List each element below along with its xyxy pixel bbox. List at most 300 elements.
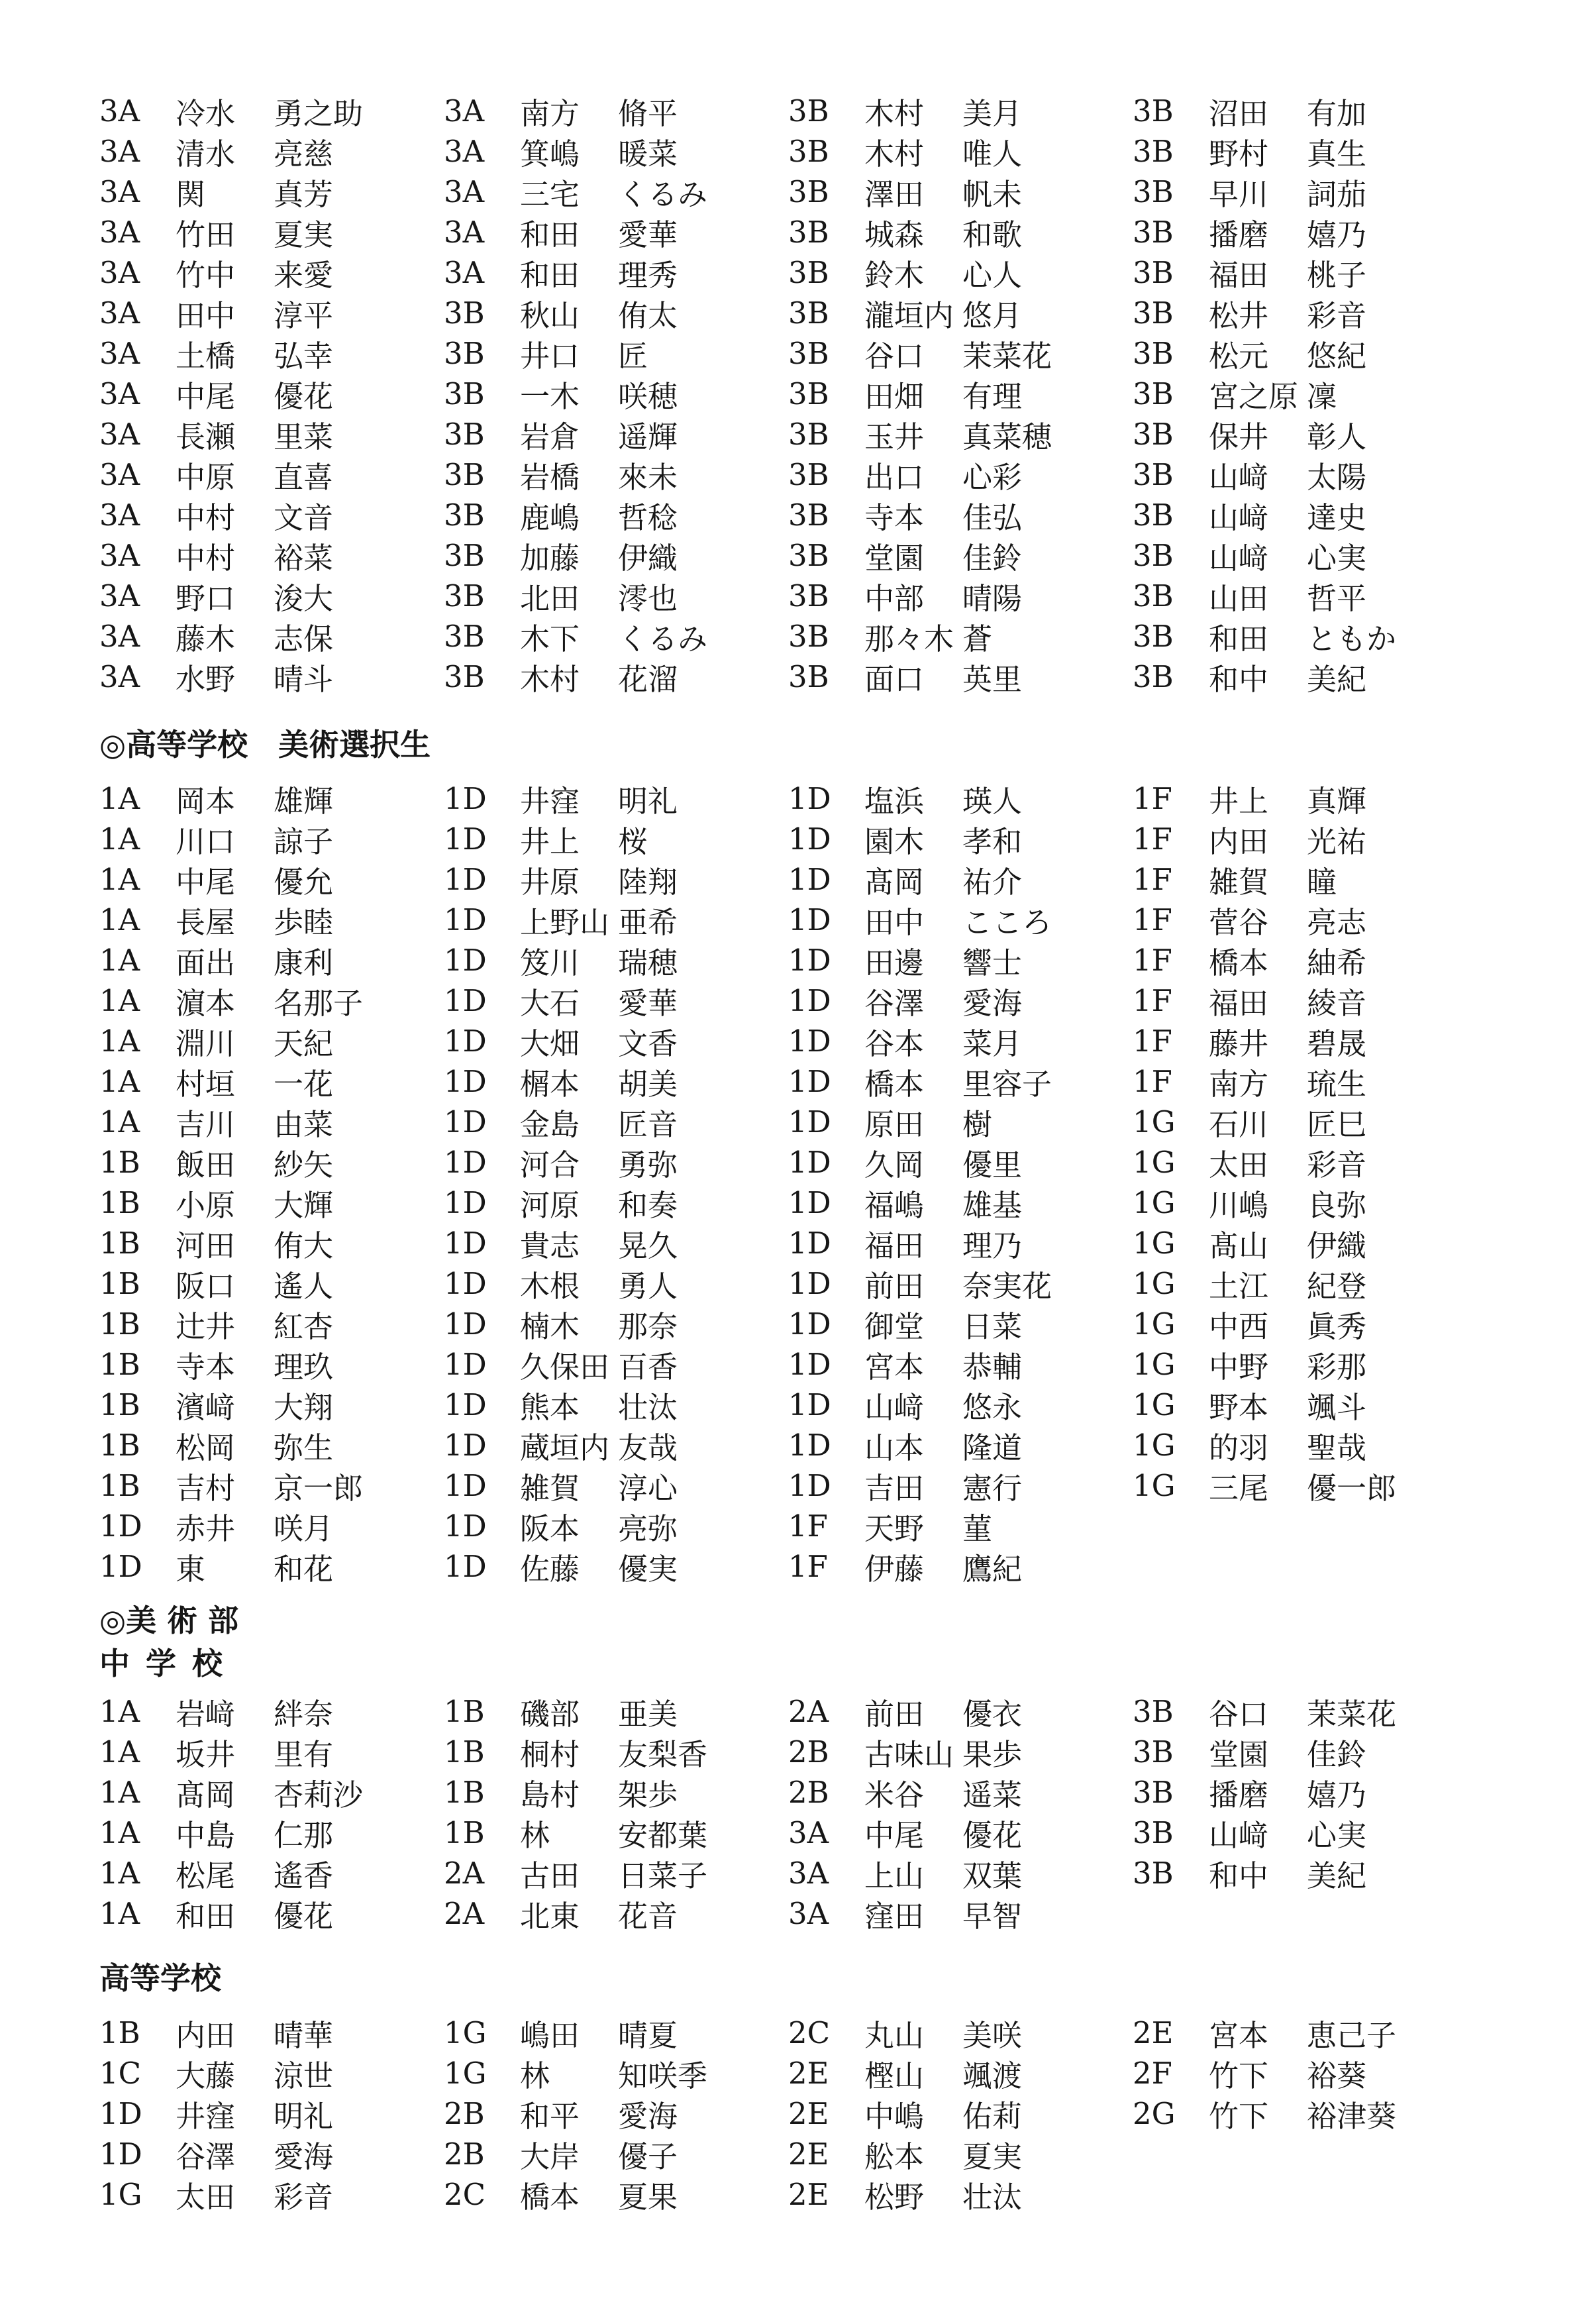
list-item (444, 2134, 788, 2174)
list-item (788, 91, 1133, 131)
given-name: 晴斗 (274, 662, 334, 697)
list-item (788, 1021, 1133, 1061)
class-label: 1A (99, 983, 140, 1018)
class-label: 2A (788, 1694, 829, 1729)
roster-column (444, 91, 788, 697)
surname: 辻井 (176, 1309, 236, 1344)
given-name: 隆道 (962, 1430, 1023, 1465)
surname: 樫山 (864, 2058, 925, 2093)
surname: 金島 (520, 1107, 580, 1142)
surname: 中部 (864, 581, 925, 616)
given-name: 咲月 (274, 1511, 334, 1546)
given-name: 弥生 (274, 1430, 334, 1465)
given-name: 里菜 (274, 419, 334, 454)
given-name: 晴華 (274, 2018, 334, 2053)
class-label: 1D (788, 902, 831, 937)
list-item (788, 1102, 1133, 1142)
given-name: 茉菜花 (962, 339, 1052, 374)
list-item (99, 1813, 444, 1853)
given-name: 晴夏 (618, 2018, 678, 2053)
given-name: 伊織 (618, 541, 678, 576)
list-item (99, 333, 444, 374)
given-name: 夏実 (962, 2139, 1023, 2174)
list-item (444, 333, 788, 374)
given-name: 天紀 (274, 1026, 334, 1061)
given-name: 良弥 (1307, 1188, 1367, 1223)
list-item (788, 1772, 1133, 1813)
list-item (444, 1425, 788, 1465)
class-label: 2B (444, 2137, 485, 2172)
surname: 松井 (1209, 298, 1269, 333)
class-label: 1G (1133, 1266, 1176, 1301)
roster-section-1 (99, 91, 1530, 697)
surname: 宮本 (1209, 2018, 1269, 2053)
list-item (788, 2093, 1133, 2134)
roster-column (1133, 778, 1477, 1587)
surname: 河原 (520, 1188, 580, 1223)
given-name: 伊織 (1307, 1228, 1367, 1263)
class-label: 3B (1133, 457, 1174, 492)
list-item (788, 1732, 1133, 1772)
class-label: 1D (788, 821, 831, 857)
surname: 木村 (520, 662, 580, 697)
roster-column (788, 1691, 1133, 1934)
class-label: 3B (444, 417, 485, 452)
surname: 蔵垣内 (520, 1430, 610, 1465)
surname: 田畑 (864, 379, 925, 414)
class-label: 1D (444, 1266, 487, 1301)
class-label: 3A (99, 174, 140, 209)
class-label: 2F (1133, 2056, 1172, 2091)
class-label: 3A (99, 134, 140, 169)
given-name: 文音 (274, 500, 334, 535)
surname: 東 (176, 1552, 206, 1587)
given-name: 淳平 (274, 298, 334, 333)
list-item (444, 1304, 788, 1344)
given-name: 歩睦 (274, 905, 334, 940)
given-name: 心実 (1307, 541, 1367, 576)
class-label: 3B (1133, 215, 1174, 250)
given-name: 鷹紀 (962, 1552, 1023, 1587)
class-label: 3B (1133, 1815, 1174, 1850)
given-name: 瞳 (1307, 865, 1337, 900)
list-item (1133, 2013, 1477, 2053)
class-label: 1G (1133, 1226, 1176, 1261)
given-name: 仁那 (274, 1818, 334, 1853)
class-label: 3B (444, 376, 485, 411)
given-name: 理秀 (618, 258, 678, 293)
class-label: 1D (788, 1024, 831, 1059)
list-item (788, 374, 1133, 414)
class-label: 1F (1133, 781, 1172, 816)
roster-column (99, 778, 444, 1587)
given-name: 瑛人 (962, 784, 1023, 819)
class-label: 1F (788, 1549, 828, 1584)
class-label: 3A (99, 538, 140, 573)
list-item (99, 1263, 444, 1304)
list-item (444, 293, 788, 333)
given-name: 百香 (618, 1349, 678, 1385)
class-label: 3A (788, 1856, 829, 1891)
class-label: 1D (444, 781, 487, 816)
class-label: 3B (788, 578, 829, 613)
surname: 内田 (176, 2018, 236, 2053)
given-name: 真輝 (1307, 784, 1367, 819)
class-label: 1F (788, 1508, 828, 1544)
given-name: 暖菜 (618, 136, 678, 172)
list-item (1133, 1813, 1477, 1853)
roster-column (788, 778, 1133, 1587)
class-label: 1B (99, 1145, 140, 1180)
list-item (99, 1732, 444, 1772)
class-label: 3A (99, 376, 140, 411)
list-item (444, 1772, 788, 1813)
given-name: 壮汰 (618, 1390, 678, 1425)
class-label: 1G (1133, 1145, 1176, 1180)
class-label: 1A (99, 902, 140, 937)
given-name: 彩那 (1307, 1349, 1367, 1385)
surname: 塩浜 (864, 784, 925, 819)
surname: 田中 (864, 905, 925, 940)
class-label: 1D (444, 1104, 487, 1139)
list-item (788, 2013, 1133, 2053)
surname: 谷口 (864, 339, 925, 374)
list-item (444, 495, 788, 535)
roster-column (1133, 91, 1477, 697)
given-name: 帆未 (962, 177, 1023, 212)
surname: 米谷 (864, 1777, 925, 1813)
list-item (444, 172, 788, 212)
list-item (444, 859, 788, 900)
given-name: 遙人 (274, 1269, 334, 1304)
list-item (788, 778, 1133, 819)
given-name: 茉菜花 (1307, 1697, 1397, 1732)
class-label: 3A (99, 215, 140, 250)
class-label: 1B (99, 2015, 140, 2050)
surname: 村垣 (176, 1067, 236, 1102)
surname: 林 (520, 1818, 550, 1853)
class-label: 1D (444, 862, 487, 897)
surname: 関 (176, 177, 206, 212)
list-item (99, 900, 444, 940)
given-name: 雄基 (962, 1188, 1023, 1223)
surname: 木根 (520, 1269, 580, 1304)
list-item (788, 1061, 1133, 1102)
list-item (788, 1853, 1133, 1893)
list-item (444, 374, 788, 414)
class-label: 3A (99, 295, 140, 331)
class-label: 1D (788, 943, 831, 978)
class-label: 3B (1133, 417, 1174, 452)
list-item (99, 859, 444, 900)
class-label: 3B (444, 659, 485, 694)
surname: 嶋田 (520, 2018, 580, 2053)
surname: 播磨 (1209, 217, 1269, 252)
surname: 寺本 (864, 500, 925, 535)
surname: 土江 (1209, 1269, 1269, 1304)
class-label: 1C (99, 2056, 142, 2091)
surname: 和田 (176, 1899, 236, 1934)
class-label: 2E (788, 2096, 829, 2131)
given-name: 彩音 (1307, 298, 1367, 333)
surname: 松元 (1209, 339, 1269, 374)
list-item (99, 1021, 444, 1061)
given-name: 志保 (274, 621, 334, 657)
surname: 岩橋 (520, 460, 580, 495)
list-item (788, 1223, 1133, 1263)
given-name: 来愛 (274, 258, 334, 293)
given-name: 颯斗 (1307, 1390, 1367, 1425)
given-name: 愛華 (618, 217, 678, 252)
given-name: 胡美 (618, 1067, 678, 1102)
surname: 桐村 (520, 1737, 580, 1772)
class-label: 3B (444, 619, 485, 654)
class-label: 1A (99, 862, 140, 897)
list-item (444, 2093, 788, 2134)
given-name: 遥菜 (962, 1777, 1023, 1813)
class-label: 1D (788, 781, 831, 816)
class-label: 3A (444, 134, 485, 169)
given-name: 夏果 (618, 2180, 678, 2215)
class-label: 1B (99, 1266, 140, 1301)
surname: 岡本 (176, 784, 236, 819)
class-label: 1D (444, 983, 487, 1018)
surname: 坂井 (176, 1737, 236, 1772)
list-item (788, 212, 1133, 252)
list-item (444, 1183, 788, 1223)
list-item (788, 1465, 1133, 1506)
surname: 南方 (520, 96, 580, 131)
list-item (788, 414, 1133, 454)
list-item (1133, 1344, 1477, 1385)
given-name: 諒子 (274, 824, 334, 859)
list-item (444, 1691, 788, 1732)
list-item (788, 1263, 1133, 1304)
class-label: 1D (788, 1306, 831, 1342)
surname: 貴志 (520, 1228, 580, 1263)
given-name: 亮慈 (274, 136, 334, 172)
class-label: 1D (788, 1185, 831, 1220)
list-item (1133, 374, 1477, 414)
given-name: 太陽 (1307, 460, 1367, 495)
list-item (99, 1304, 444, 1344)
list-item (99, 495, 444, 535)
given-name: 真菜穂 (962, 419, 1052, 454)
surname: 太田 (1209, 1147, 1269, 1183)
given-name: 裕菜 (274, 541, 334, 576)
surname: 髙山 (1209, 1228, 1269, 1263)
list-item (99, 2053, 444, 2093)
list-item (99, 1142, 444, 1183)
given-name: 由菜 (274, 1107, 334, 1142)
surname: 福田 (1209, 258, 1269, 293)
given-name: 奈実花 (962, 1269, 1052, 1304)
given-name: 知咲季 (618, 2058, 708, 2093)
list-item (99, 1546, 444, 1587)
given-name: くるみ (618, 621, 708, 657)
given-name: 花溜 (618, 662, 678, 697)
list-item (444, 414, 788, 454)
surname: 橋本 (864, 1067, 925, 1102)
class-label: 1F (1133, 902, 1172, 937)
given-name: 友哉 (618, 1430, 678, 1465)
class-label: 3A (444, 215, 485, 250)
list-item (99, 374, 444, 414)
list-item (99, 414, 444, 454)
surname: 吉田 (864, 1471, 925, 1506)
given-name: 有加 (1307, 96, 1367, 131)
given-name: 日菜 (962, 1309, 1023, 1344)
class-label: 1D (788, 1145, 831, 1180)
class-label: 1D (788, 1347, 831, 1382)
class-label: 1D (444, 902, 487, 937)
list-item (1133, 1021, 1477, 1061)
surname: 一木 (520, 379, 580, 414)
surname: 川口 (176, 824, 236, 859)
list-item (99, 1691, 444, 1732)
given-name: 詞茄 (1307, 177, 1367, 212)
class-label: 1A (99, 1815, 140, 1850)
roster-column (1133, 2013, 1477, 2215)
given-name: 彩音 (274, 2180, 334, 2215)
surname: 窪田 (864, 1899, 925, 1934)
list-item (99, 819, 444, 859)
roster-column (1133, 1691, 1477, 1934)
class-label: 1A (99, 1064, 140, 1099)
class-label: 3B (1133, 659, 1174, 694)
given-name: 名那子 (274, 986, 364, 1021)
given-name: 嬉乃 (1307, 217, 1367, 252)
list-item (1133, 657, 1477, 697)
surname: 濵本 (176, 986, 236, 1021)
given-name: 侑太 (618, 298, 678, 333)
list-item (1133, 91, 1477, 131)
class-label: 3B (788, 215, 829, 250)
list-item (1133, 1263, 1477, 1304)
class-label: 3B (788, 376, 829, 411)
list-item (444, 1853, 788, 1893)
surname: 木下 (520, 621, 580, 657)
roster-grid (99, 778, 1530, 1587)
list-item (1133, 1102, 1477, 1142)
surname: 中村 (176, 500, 236, 535)
class-label: 1G (1133, 1428, 1176, 1463)
given-name: 來未 (618, 460, 678, 495)
list-item (444, 2174, 788, 2215)
given-name: 樹 (962, 1107, 993, 1142)
class-label: 1A (99, 781, 140, 816)
class-label: 2A (444, 1856, 485, 1891)
list-item (99, 616, 444, 657)
roster-column (788, 2013, 1133, 2215)
class-label: 1A (99, 1024, 140, 1059)
class-label: 3B (1133, 255, 1174, 290)
surname: 出口 (864, 460, 925, 495)
surname: 天野 (864, 1511, 925, 1546)
surname: 岩倉 (520, 419, 580, 454)
surname: 中尾 (176, 865, 236, 900)
class-label: 3B (1133, 1775, 1174, 1810)
given-name: 菫 (962, 1511, 993, 1546)
class-label: 2E (788, 2177, 829, 2212)
list-item (99, 1506, 444, 1546)
class-label: 1D (99, 1508, 142, 1544)
class-label: 3B (1133, 498, 1174, 533)
surname: 大石 (520, 986, 580, 1021)
list-item (444, 91, 788, 131)
list-item (788, 657, 1133, 697)
surname: 井窪 (520, 784, 580, 819)
given-name: 恵己子 (1307, 2018, 1397, 2053)
list-item (788, 535, 1133, 576)
surname: 笈川 (520, 945, 580, 980)
list-item (99, 1465, 444, 1506)
class-label: 1D (444, 1024, 487, 1059)
given-name: 美咲 (962, 2018, 1023, 2053)
roster-grid (99, 2013, 1530, 2215)
given-name: 亜希 (618, 905, 678, 940)
surname: 谷澤 (176, 2139, 236, 2174)
surname: 雑賀 (1209, 865, 1269, 900)
surname: 和平 (520, 2099, 580, 2134)
surname: 澤田 (864, 177, 925, 212)
given-name: 直喜 (274, 460, 334, 495)
class-label: 1D (444, 1145, 487, 1180)
surname: 清水 (176, 136, 236, 172)
given-name: 理乃 (962, 1228, 1023, 1263)
list-item (444, 131, 788, 172)
class-label: 3A (99, 93, 140, 129)
given-name: 花音 (618, 1899, 678, 1934)
class-label: 3B (788, 619, 829, 654)
list-item (99, 535, 444, 576)
class-label: 1B (444, 1734, 485, 1769)
given-name: 和奏 (618, 1188, 678, 1223)
given-name: 佳鈴 (962, 541, 1023, 576)
list-item (1133, 454, 1477, 495)
class-label: 1D (788, 983, 831, 1018)
surname: 箕嶋 (520, 136, 580, 172)
list-item (444, 940, 788, 980)
list-item (444, 1732, 788, 1772)
list-item (444, 1813, 788, 1853)
surname: 河合 (520, 1147, 580, 1183)
class-label: 1G (444, 2056, 487, 2091)
given-name: 康利 (274, 945, 334, 980)
given-name: 祐介 (962, 865, 1023, 900)
surname: 磯部 (520, 1697, 580, 1732)
class-label: 1F (1133, 821, 1172, 857)
surname: 加藤 (520, 541, 580, 576)
list-item (1133, 1061, 1477, 1102)
class-label: 1D (788, 1226, 831, 1261)
list-item (99, 1772, 444, 1813)
surname: 中嶋 (864, 2099, 925, 2134)
list-item (444, 1385, 788, 1425)
class-label: 3B (1133, 578, 1174, 613)
list-item (788, 576, 1133, 616)
given-name: 心実 (1307, 1818, 1367, 1853)
given-name: 桃子 (1307, 258, 1367, 293)
given-name: 心彩 (962, 460, 1023, 495)
surname: 谷本 (864, 1026, 925, 1061)
given-name: 真芳 (274, 177, 334, 212)
list-item (444, 900, 788, 940)
class-label: 1D (788, 1266, 831, 1301)
surname: 面出 (176, 945, 236, 980)
given-name: 優実 (618, 1552, 678, 1587)
surname: 福田 (1209, 986, 1269, 1021)
